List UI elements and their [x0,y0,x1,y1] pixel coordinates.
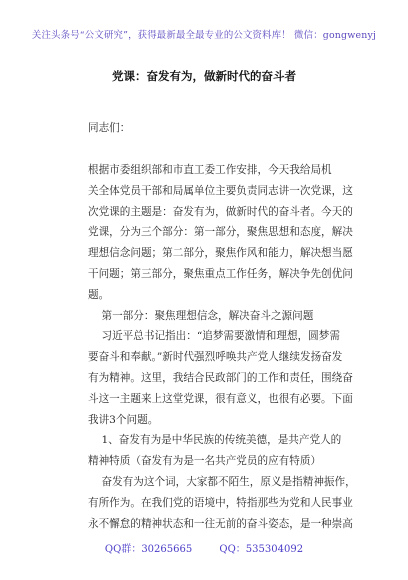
body-line: 我讲3个问题。 [88,413,159,426]
header-note: 关注头条号“公文研究”，获得最新最全最专业的公文资料库！ 微信：gongwenyj [31,30,377,41]
body-line: 干问题；第三部分，聚焦重点工作任务，解决争先创优问 [88,267,353,280]
body-line: 关全体党员干部和局属单位主要负责同志讲一次党课，这 [88,184,353,197]
body-line: 党课，分为三个部分：第一部分，聚焦思想和态度，解决 [88,226,353,239]
footer-qq-group: QQ群：30265665 [104,544,193,555]
footer-qq: QQ：535304092 [219,544,304,555]
body-line: 奋发有为这个词，大家都不陌生，原义是指精神振作， [88,475,356,488]
body-line: 次党课的主题是：奋发有为，做新时代的奋斗者。今天的 [88,205,353,218]
body-line: 题。 [88,288,110,301]
salutation-text: 同志们： [88,122,131,134]
body-text [88,160,360,534]
body-line: 有为精神。这里，我结合民政部门的工作和责任，围绕奋 [88,371,353,384]
body-line: 习近平总书记指出：“追梦需要激情和理想，圆梦需 [88,330,340,343]
body-line: 斗这一主题来上这堂党课，很有意义，也很有必要。下面 [88,392,353,405]
body-line: 理想信念问题；第二部分，聚焦作风和能力，解决想当愿 [88,247,353,260]
body-line: 有所作为。在我们党的语境中，特指那些为党和人民事业 [88,496,353,509]
body-line: 永不懈怠的精神状态和一往无前的奋斗姿态，是一种崇高 [88,517,353,530]
subsection-heading: 1、奋发有为是中华民族的传统美德，是共产党人的 [88,434,342,447]
salutation [88,118,360,139]
section-heading: 第一部分：聚焦理想信念，解决奋斗之源问题 [88,309,314,322]
footer-contact [0,540,408,555]
document-title: 党课：奋发有为，做新时代的奋斗者 [112,69,296,83]
body-line: 精神特质（奋发有为是一名共产党员的应有特质） [88,455,322,468]
body-line: 根据市委组织部和市直工委工作安排，今天我给局机 [88,164,332,176]
body-line: 要奋斗和奉献。”新时代强烈呼唤共产党人继续发扬奋发 [88,351,343,364]
